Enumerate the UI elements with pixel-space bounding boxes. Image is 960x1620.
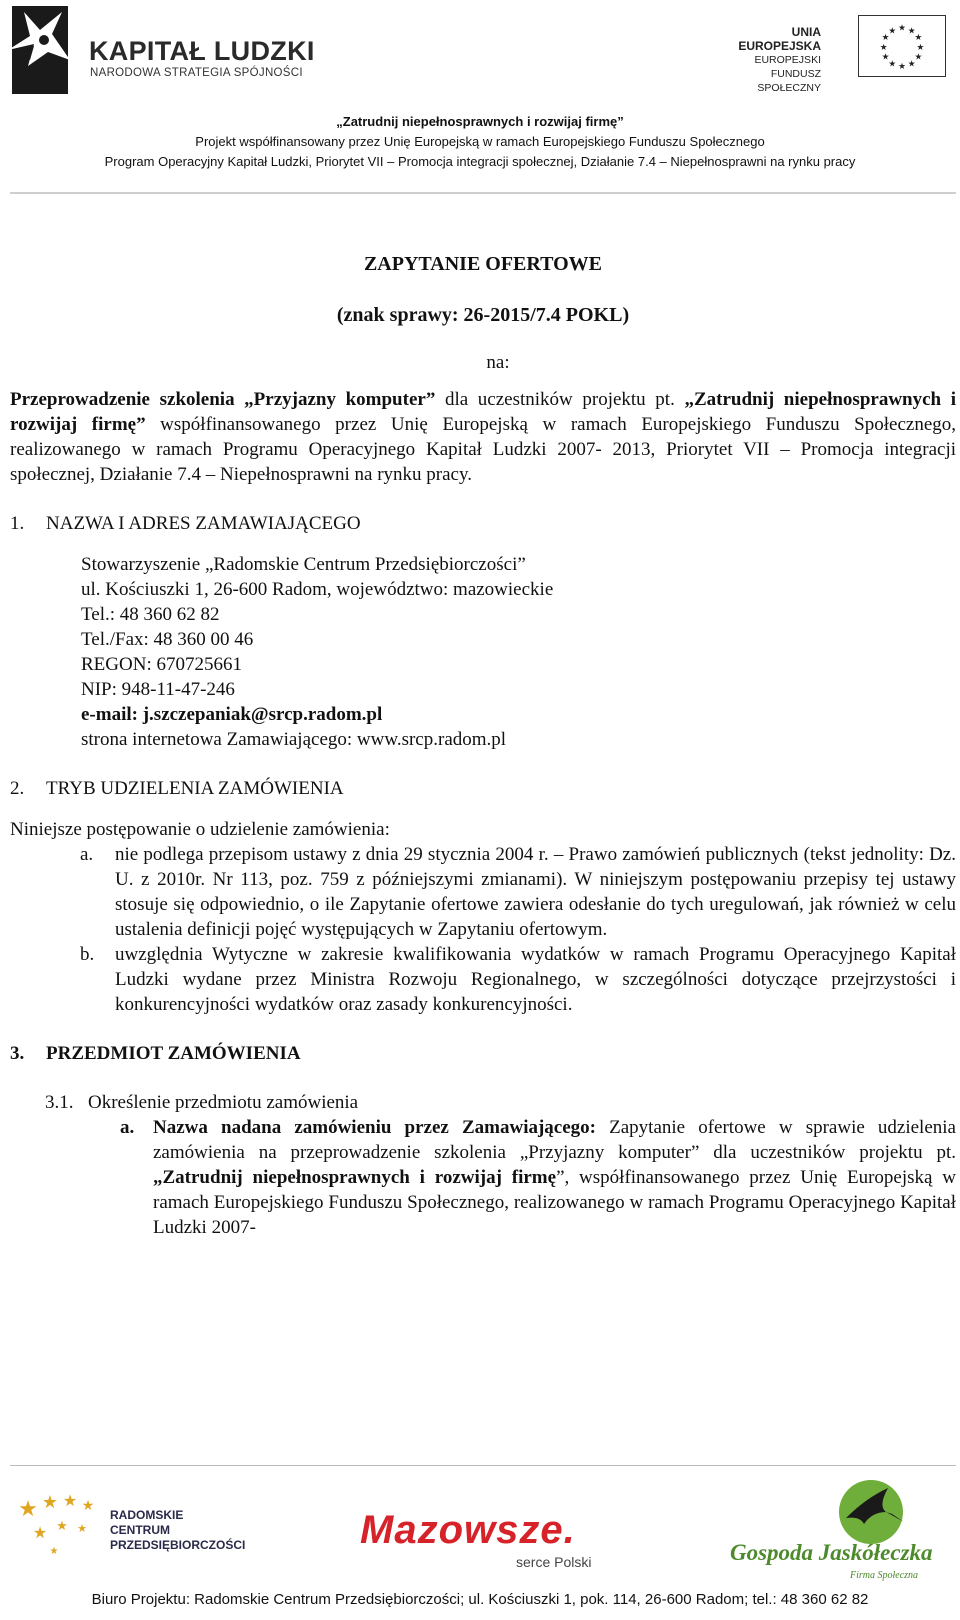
svg-text:★: ★ xyxy=(18,1497,38,1522)
footer-divider xyxy=(10,1465,956,1466)
header-logos xyxy=(0,0,960,110)
svg-text:★: ★ xyxy=(914,33,923,44)
section-2 xyxy=(10,776,956,1017)
section-1-title: NAZWA I ADRES ZAMAWIAJĄCEGO xyxy=(46,513,361,534)
svg-text:★: ★ xyxy=(41,1492,59,1513)
document-body xyxy=(10,250,956,1240)
footer-logos xyxy=(0,1472,960,1592)
svg-text:★: ★ xyxy=(898,23,906,34)
order-name-text-1: Zapytanie ofertowe w sprawie udzielenia zamówienia na przeprowadzenie szkolenia „Przyjazny komputer” dla uczestników projektu pt. xyxy=(153,1117,956,1163)
section-2-title: TRYB UDZIELENIA ZAMÓWIENIA xyxy=(46,778,344,799)
project-office-line: Biuro Projektu: Radomskie Centrum Przedsiębiorczości; ul. Kościuszki 1, pok. 114, 26-600 Radom; tel.: 48 360 62 82 xyxy=(91,1591,869,1608)
order-name-text-2: ”, współfinansowanego przez Unię Europejską w ramach Europejskiego Funduszu Społecznego, realizowanego w ramach Programu Operacyjnego Kapitał Ludzki 2007- xyxy=(153,1167,956,1238)
list-item-text: uwzględnia Wytyczne w zakresie kwalifikowania wydatków w ramach Programu Operacyjnego Kapitał Ludzki wydane przez Ministra Rozwoju Regionalnego, w szczególności dotyczące przejrzystości i konkurencyjności wydatków oraz zasady konkurencyjności. xyxy=(115,944,956,1015)
rcp-logo xyxy=(18,1490,258,1570)
svg-text:★: ★ xyxy=(32,1523,48,1542)
document-reference: (znak sprawy: 26-2015/7.4 POKL) xyxy=(336,304,630,326)
mazowsze-wordmark: Mazowsze. xyxy=(360,1508,576,1552)
list-item-mark: a. xyxy=(80,844,94,865)
section-1-heading xyxy=(10,511,956,536)
orderer-address-block xyxy=(10,552,956,752)
subsection-item-text xyxy=(153,1115,956,1240)
eu-logo-line3: FUNDUSZ SPOŁECZNY xyxy=(757,68,821,94)
document-title: ZAPYTANIE OFERTOWE xyxy=(363,253,603,275)
svg-text:★: ★ xyxy=(916,42,925,53)
svg-text:★: ★ xyxy=(907,59,916,70)
mazowsze-tagline: serce Polski xyxy=(516,1554,592,1570)
cofinance-line: Projekt współfinansowany przez Unię Europejską w ramach Europejskiego Funduszu Społecznego xyxy=(195,134,765,149)
orderer-regon: REGON: 670725661 xyxy=(81,654,242,675)
intro-mid: dla uczestników projektu pt. xyxy=(435,389,685,410)
document-na: na: xyxy=(486,352,510,373)
eu-logo-line2: EUROPEJSKI xyxy=(754,54,821,66)
rcp-stars-icon xyxy=(18,1490,108,1570)
intro-bold-start: Przeprowadzenie szkolenia „Przyjazny komputer” xyxy=(10,389,436,410)
eu-logo-line1: UNIA EUROPEJSKA xyxy=(738,25,821,53)
svg-text:★: ★ xyxy=(49,1546,59,1557)
rcp-logo-line3: PRZEDSIĘBIORCZOŚCI xyxy=(110,1538,246,1552)
svg-text:★: ★ xyxy=(881,33,890,44)
list-item-mark: b. xyxy=(80,944,95,965)
svg-text:★: ★ xyxy=(881,52,890,63)
svg-text:★: ★ xyxy=(81,1498,95,1514)
section-2-number: 2. xyxy=(10,778,25,799)
program-line: Program Operacyjny Kapitał Ludzki, Priorytet VII – Promocja integracji społecznej, Działanie 7.4 – Niepełnosprawni na rynku pracy xyxy=(104,154,856,169)
orderer-tel: Tel.: 48 360 62 82 xyxy=(81,604,220,625)
section-3-heading xyxy=(10,1041,956,1066)
gospoda-tagline: Firma Społeczna xyxy=(850,1570,919,1581)
order-project-name: „Zatrudnij niepełnosprawnych i rozwijaj firmę xyxy=(153,1167,557,1188)
orderer-telfax: Tel./Fax: 48 360 00 46 xyxy=(81,629,254,650)
svg-text:★: ★ xyxy=(879,42,888,53)
svg-text:★: ★ xyxy=(914,52,923,63)
subsection-3-1-number: 3.1. xyxy=(45,1092,74,1113)
rcp-logo-text xyxy=(110,1508,245,1553)
svg-text:★: ★ xyxy=(907,26,916,37)
svg-text:★: ★ xyxy=(77,1522,87,1535)
intro-paragraph xyxy=(10,387,956,487)
list-item-text: nie podlega przepisom ustawy z dnia 29 stycznia 2004 r. – Prawo zamówień publicznych (tekst jednolity: Dz. U. z 2010r. Nr 113, poz. 759 z późniejszymi zmianami). W niniejszym postępowaniu przepisy tej ustawy stosuje się odpowiednio, o ile Zapytanie ofertowe zawiera odesłanie do tych uregulowań, jak również w celu ustalenia definicji pojęć występujących w Zapytaniu ofertowym. xyxy=(115,844,956,940)
svg-text:★: ★ xyxy=(56,1519,68,1534)
rcp-logo-line1: RADOMSKIE xyxy=(110,1508,184,1522)
section-3 xyxy=(10,1041,956,1240)
eu-flag-icon xyxy=(858,15,946,77)
orderer-email: e-mail: j.szczepaniak@srcp.radom.pl xyxy=(81,704,383,725)
kapital-ludzki-logo xyxy=(4,4,315,99)
mazowsze-logo xyxy=(360,1508,610,1578)
project-name: „Zatrudnij niepełnosprawnych i rozwijaj firmę” xyxy=(336,114,624,129)
intro-rest: współfinansowanego przez Unię Europejską w ramach Europejskiego Funduszu Społecznego, realizowanego w ramach Programu Operacyjnego Kapitał Ludzki 2007- 2013, Priorytet VII – Promocja integracji społecznej, Działanie 7.4 – Niepełnosprawni na rynku pracy. xyxy=(10,414,956,485)
section-3-title: PRZEDMIOT ZAMÓWIENIA xyxy=(46,1043,301,1064)
subsection-3-1-heading xyxy=(10,1090,956,1115)
kapital-ludzki-title: KAPITAŁ LUDZKI xyxy=(89,36,315,66)
eu-logo xyxy=(721,15,946,94)
orderer-name: Stowarzyszenie „Radomskie Centrum Przedsiębiorczości” xyxy=(81,554,526,575)
eu-logo-text xyxy=(721,25,821,95)
rcp-logo-line2: CENTRUM xyxy=(110,1523,170,1537)
order-name-label: Nazwa nadana zamówieniu przez Zamawiającego: xyxy=(153,1117,596,1138)
gospoda-jaskoleczka-logo xyxy=(730,1478,940,1588)
orderer-address: ul. Kościuszki 1, 26-600 Radom, województwo: mazowieckie xyxy=(81,579,554,600)
section-2-intro: Niniejsze postępowanie o udzielenie zamówienia: xyxy=(10,819,390,840)
list-item xyxy=(10,842,956,942)
svg-text:★: ★ xyxy=(62,1491,78,1510)
header-divider xyxy=(10,192,956,194)
section-1-number: 1. xyxy=(10,513,25,534)
orderer-nip: NIP: 948-11-47-246 xyxy=(81,679,235,700)
svg-text:★: ★ xyxy=(888,26,897,37)
intro-project-name: „Zatrudnij niepełnosprawnych i rozwijaj firmę” xyxy=(10,389,957,435)
svg-text:★: ★ xyxy=(898,62,906,73)
subsection-item-mark: a. xyxy=(120,1117,135,1138)
section-2-heading xyxy=(10,776,956,801)
section-1 xyxy=(10,511,956,752)
subsection-item xyxy=(10,1115,956,1240)
subsection-3-1-title: Określenie przedmiotu zamówienia xyxy=(88,1092,359,1113)
kapital-ludzki-subtitle: NARODOWA STRATEGIA SPÓJNOŚCI xyxy=(90,67,303,79)
header-project-info xyxy=(0,112,960,172)
swallow-icon xyxy=(826,1478,916,1548)
svg-text:★: ★ xyxy=(888,59,897,70)
gospoda-wordmark: Gospoda Jaskółeczka xyxy=(730,1540,933,1565)
list-item xyxy=(10,942,956,1017)
kapital-ludzki-star-icon xyxy=(4,4,74,96)
section-3-number: 3. xyxy=(10,1043,25,1064)
orderer-website: strona internetowa Zamawiającego: www.srcp.radom.pl xyxy=(81,729,507,750)
